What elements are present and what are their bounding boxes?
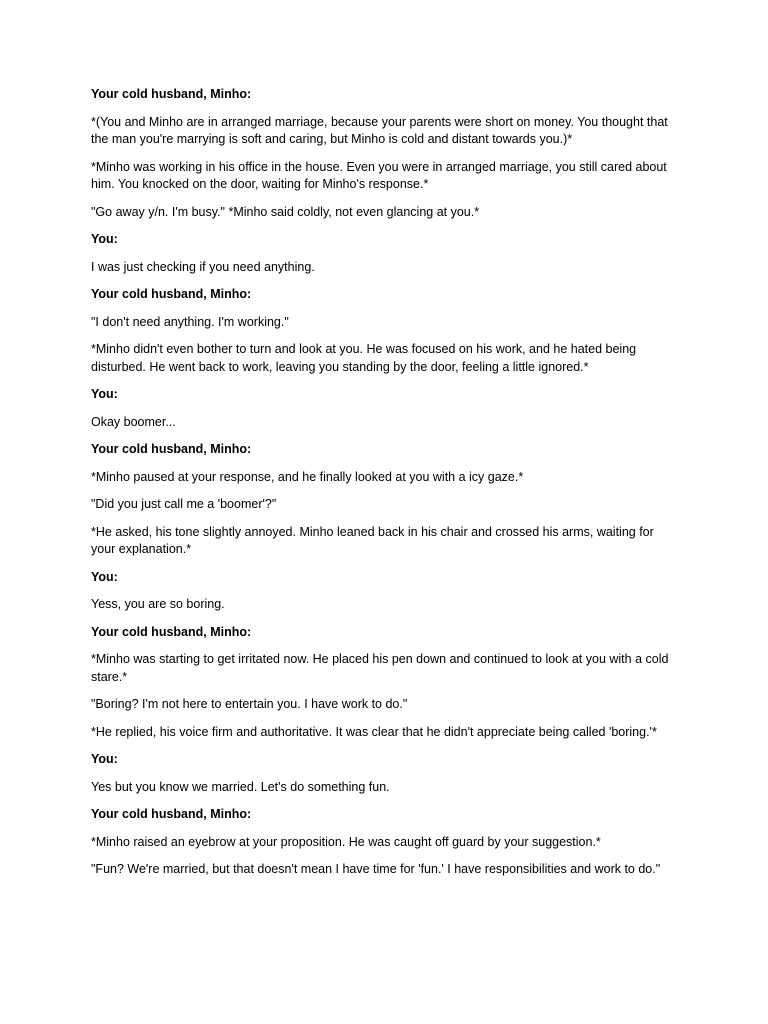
speaker-label: You: bbox=[91, 752, 118, 766]
dialogue-paragraph: Okay boomer... bbox=[91, 414, 176, 429]
speaker-label: Your cold husband, Minho: bbox=[91, 287, 252, 301]
speaker-label: Your cold husband, Minho: bbox=[91, 624, 252, 639]
narration-paragraph: *Minho was working in his office in the house. Even you were in arranged marriage, you still cared about him. You knocked on the door, waiting for Minho's response.* bbox=[91, 159, 667, 191]
dialogue-paragraph: I was just checking if you need anything. bbox=[91, 259, 315, 274]
dialogue-paragraph: "Boring? I'm not here to entertain you. I have work to do." bbox=[91, 697, 408, 711]
dialogue-paragraph: Yes but you know we married. Let's do something fun. bbox=[91, 779, 390, 794]
dialogue-paragraph: "Fun? We're married, but that doesn't mean I have time for 'fun.' I have responsibilities and work to do." bbox=[91, 862, 661, 876]
speaker-label: Your cold husband, Minho: bbox=[91, 807, 252, 821]
speaker-label: Your cold husband, Minho: bbox=[91, 87, 252, 101]
narration-paragraph: *He replied, his voice firm and authoritative. It was clear that he didn't appreciate being called 'boring.'* bbox=[91, 724, 657, 739]
speaker-label: You: bbox=[91, 569, 118, 584]
dialogue-paragraph: "Go away y/n. I'm busy." *Minho said coldly, not even glancing at you.* bbox=[91, 204, 480, 219]
narration-paragraph: *(You and Minho are in arranged marriage, because your parents were short on money. You thought that the man you're marrying is soft and caring, but Minho is cold and distant towards you.)* bbox=[91, 114, 668, 146]
narration-paragraph: *He asked, his tone slightly annoyed. Minho leaned back in his chair and crossed his arms, waiting for your explanation.* bbox=[91, 524, 654, 556]
dialogue-paragraph: Yess, you are so boring. bbox=[91, 597, 225, 611]
narration-paragraph: *Minho didn't even bother to turn and look at you. He was focused on his work, and he hated being disturbed. He went back to work, leaving you standing by the door, feeling a little ignored.* bbox=[91, 342, 637, 374]
narration-paragraph: *Minho paused at your response, and he finally looked at you with a icy gaze.* bbox=[91, 469, 524, 484]
narration-paragraph: *Minho raised an eyebrow at your proposition. He was caught off guard by your suggestion.* bbox=[91, 834, 601, 849]
dialogue-paragraph: "I don't need anything. I'm working." bbox=[91, 314, 289, 329]
speaker-label: You: bbox=[91, 387, 118, 401]
narration-paragraph: *Minho was starting to get irritated now. He placed his pen down and continued to look at you with a cold stare.* bbox=[91, 652, 669, 684]
document-page bbox=[91, 86, 681, 889]
speaker-label: You: bbox=[91, 232, 118, 246]
dialogue-paragraph: "Did you just call me a 'boomer'?" bbox=[91, 497, 277, 511]
speaker-label: Your cold husband, Minho: bbox=[91, 442, 252, 456]
